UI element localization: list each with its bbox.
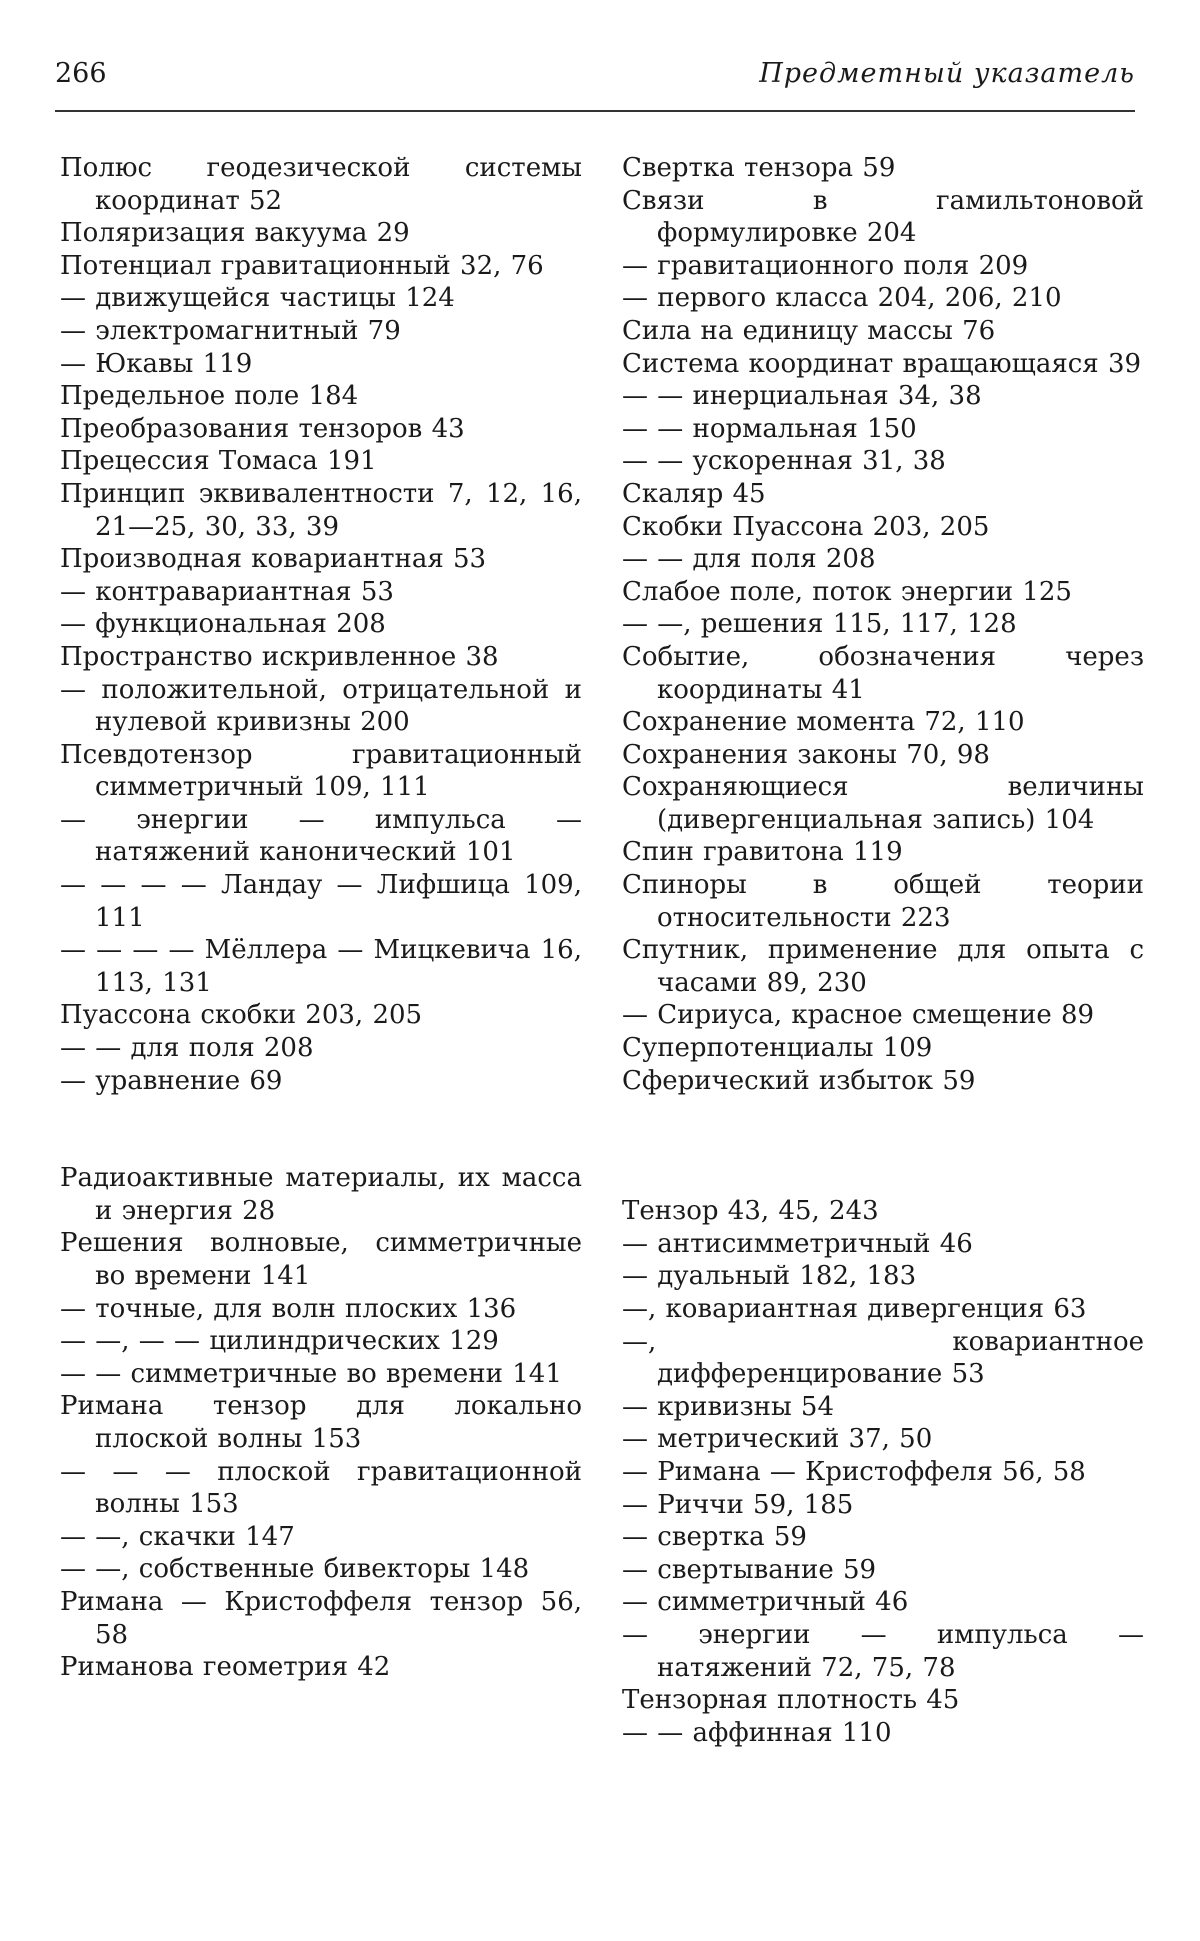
index-entry: — — ускоренная 31, 38 [622, 446, 946, 477]
index-entry: — — инерциальная 34, 38 [622, 381, 982, 412]
index-entry: — контравариантная 53 [60, 576, 394, 607]
index-entry: — кривизны 54 [622, 1391, 835, 1422]
index-entry: Пространство искривленное 38 [60, 641, 499, 672]
index-entry: — первого класса 204, 206, 210 [622, 283, 1062, 314]
index-entry: Римана тензор для локально плоской волны 153 [60, 1391, 582, 1454]
index-entry: Свертка тензора 59 [622, 153, 896, 183]
index-section-p [60, 152, 582, 1097]
index-entry: — — — — Ландау — Лифшица 109, 111 [60, 870, 582, 933]
index-entry: —, ковариантная дивергенция 63 [622, 1294, 1087, 1324]
index-entry: — — — плоской гравитационной волны 153 [60, 1456, 582, 1520]
index-entry: Скаляр 45 [622, 478, 766, 509]
index-entry: Прецессия Томаса 191 [60, 446, 377, 477]
index-entry: Решения волновые, симметричные во времени 141 [60, 1228, 582, 1291]
index-entry: — уравнение 69 [60, 1065, 283, 1096]
index-entry: Преобразования тензоров 43 [60, 413, 465, 444]
index-entry: Спутник, применение для опыта с часами 89, 230 [622, 935, 1144, 998]
page-number: 266 [55, 58, 107, 89]
index-entry: — энергии — импульса — натяжений канонический 101 [60, 804, 582, 868]
section-gap [622, 1097, 1144, 1195]
index-entry: Риманова геометрия 42 [60, 1652, 391, 1683]
index-entry: — —, решения 115, 117, 128 [622, 609, 1017, 640]
section-gap [60, 1097, 582, 1162]
index-entry: — энергии — импульса — натяжений 72, 75, 78 [622, 1619, 1144, 1683]
index-entry: — — — — Мёллера — Мицкевича 16, 113, 131 [60, 935, 582, 998]
index-entry: Сила на единицу массы 76 [622, 315, 996, 346]
running-title: Предметный указатель [759, 58, 1135, 89]
index-entry: Скобки Пуассона 203, 205 [622, 511, 990, 542]
left-column [60, 152, 582, 1684]
index-entry: Псевдотензор гравитационный симметричный 109, 111 [60, 739, 582, 803]
index-entry: Тензор 43, 45, 243 [622, 1196, 879, 1227]
index-entry: Сохранение момента 72, 110 [622, 707, 1025, 738]
index-entry: — гравитационного поля 209 [622, 250, 1029, 281]
index-entry: Принцип эквивалентности 7, 12, 16, 21—25, 30, 33, 39 [60, 478, 582, 542]
index-entry: — функциональная 208 [60, 609, 386, 640]
index-entry: — свертка 59 [622, 1522, 807, 1553]
index-entry: — антисимметричный 46 [622, 1228, 973, 1259]
index-entry: Римана — Кристоффеля тензор 56, 58 [60, 1586, 582, 1650]
index-section-s [622, 152, 1144, 1097]
right-column [622, 152, 1144, 1749]
index-entry: — —, скачки 147 [60, 1521, 295, 1552]
index-entry: Предельное поле 184 [60, 381, 359, 412]
index-entry: Радиоактивные материалы, их масса и энергия 28 [60, 1163, 582, 1226]
index-entry: Событие, обозначения через координаты 41 [622, 641, 1144, 705]
index-entry: — положительной, отрицательной и нулевой кривизны 200 [60, 674, 582, 738]
index-entry: Потенциал гравитационный 32, 76 [60, 250, 544, 281]
index-entry: Сохраняющиеся величины (дивергенциальная запись) 104 [622, 772, 1144, 835]
index-entry: — —, — — цилиндрических 129 [60, 1326, 499, 1357]
index-entry: Сферический избыток 59 [622, 1065, 976, 1096]
index-entry: — — аффинная 110 [622, 1717, 892, 1748]
index-entry: Слабое поле, поток энергии 125 [622, 576, 1072, 607]
index-entry: — точные, для волн плоских 136 [60, 1293, 517, 1324]
index-entry: Сохранения законы 70, 98 [622, 739, 990, 770]
index-section-t [622, 1195, 1144, 1749]
index-entry: — Риччи 59, 185 [622, 1489, 854, 1520]
index-entry: — Римана — Кристоффеля 56, 58 [622, 1456, 1086, 1487]
index-entry: — Сириуса, красное смещение 89 [622, 1000, 1095, 1031]
index-entry: Суперпотенциалы 109 [622, 1033, 933, 1064]
index-entry: Спиноры в общей теории относительности 223 [622, 870, 1144, 933]
header-rule [55, 110, 1135, 112]
index-entry: Спин гравитона 119 [622, 837, 903, 868]
index-entry: Тензорная плотность 45 [622, 1685, 960, 1716]
index-entry: — свертывание 59 [622, 1554, 877, 1585]
index-entry: — — для поля 208 [60, 1033, 314, 1064]
index-section-r [60, 1162, 582, 1684]
index-entry: Система координат вращающаяся 39 [622, 348, 1142, 379]
index-entry: — —, собственные бивекторы 148 [60, 1554, 530, 1585]
index-entry: — дуальный 182, 183 [622, 1261, 917, 1292]
index-entry: — — нормальная 150 [622, 413, 917, 444]
index-entry: — электромагнитный 79 [60, 315, 401, 346]
index-entry: Поляризация вакуума 29 [60, 218, 410, 249]
index-entry: Связи в гамильтоновой формулировке 204 [622, 185, 1144, 249]
index-entry: — — для поля 208 [622, 544, 876, 575]
index-entry: — метрический 37, 50 [622, 1424, 933, 1455]
index-entry: — Юкавы 119 [60, 348, 253, 379]
index-entry: Производная ковариантная 53 [60, 544, 487, 575]
page-header [55, 58, 1135, 98]
index-entry: —, ковариантное дифференцирование 53 [622, 1326, 1144, 1390]
index-entry: — движущейся частицы 124 [60, 283, 455, 314]
index-entry: Полюс геодезической системы координат 52 [60, 153, 582, 216]
index-entry: — — симметричные во времени 141 [60, 1358, 562, 1389]
index-entry: Пуассона скобки 203, 205 [60, 1000, 423, 1031]
index-entry: — симметричный 46 [622, 1587, 909, 1618]
